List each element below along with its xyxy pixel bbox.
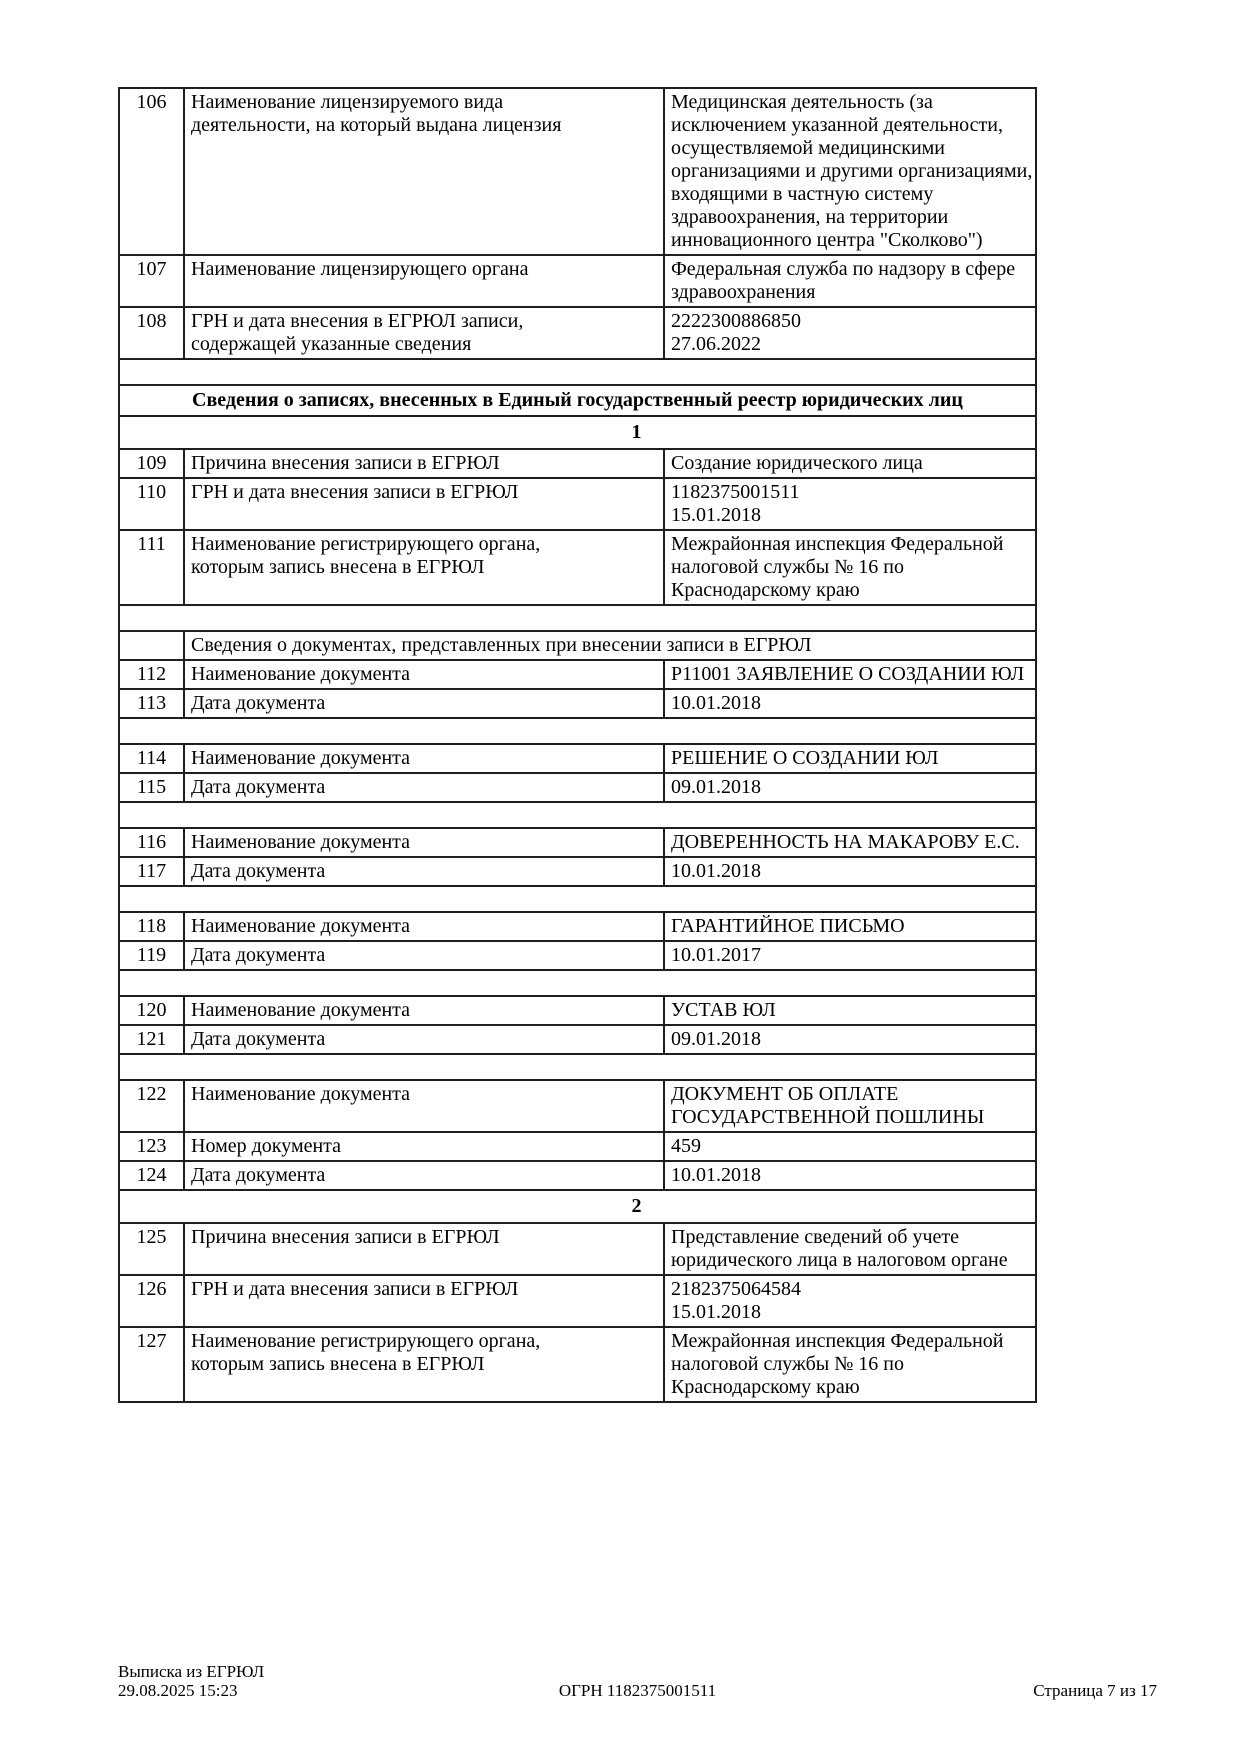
row-number: 120 — [119, 996, 184, 1025]
text-line: Медицинская деятельность (за — [671, 91, 933, 113]
table-row — [119, 1025, 1036, 1054]
field-value — [664, 941, 1036, 970]
table-row — [119, 941, 1036, 970]
text-line: Наименование документа — [191, 915, 411, 937]
text-line: Межрайонная инспекция Федеральной — [671, 1330, 1004, 1352]
field-label — [184, 1132, 664, 1161]
footer-ogrn: ОГРН 1182375001511 — [558, 1681, 717, 1700]
row-number: 124 — [119, 1161, 184, 1190]
spacer-row — [119, 605, 1036, 631]
text-line: инновационного центра "Сколково") — [671, 229, 983, 251]
row-number: 108 — [119, 307, 184, 359]
field-label — [184, 773, 664, 802]
table-row — [119, 1080, 1036, 1132]
text-line: Дата документа — [191, 1164, 326, 1186]
spacer-cell — [119, 718, 1036, 744]
text-line: 2182375064584 — [671, 1278, 801, 1300]
text-line: 10.01.2017 — [671, 944, 761, 966]
field-label — [184, 1327, 664, 1402]
text-line: Наименование документа — [191, 1083, 411, 1105]
text-line: 09.01.2018 — [671, 776, 761, 798]
row-number: 106 — [119, 88, 184, 255]
text-line: ДОКУМЕНТ ОБ ОПЛАТЕ — [671, 1083, 899, 1105]
text-line: Наименование документа — [191, 663, 411, 685]
text-line: организациями и другими организациями, — [671, 160, 1033, 182]
text-line: Дата документа — [191, 944, 326, 966]
spacer-cell — [119, 802, 1036, 828]
egrul-table — [118, 87, 1037, 1403]
text-line: ГРН и дата внесения в ЕГРЮЛ записи, — [191, 310, 524, 332]
text-line: ДОВЕРЕННОСТЬ НА МАКАРОВУ Е.С. — [671, 831, 1020, 853]
spacer-cell — [119, 1054, 1036, 1080]
subsection-header: Сведения о документах, представленных при внесении записи в ЕГРЮЛ — [184, 631, 1036, 660]
text-line: здравоохранения, на территории — [671, 206, 949, 228]
field-value — [664, 1275, 1036, 1327]
text-line: Наименование документа — [191, 747, 411, 769]
table-row — [119, 1275, 1036, 1327]
section-header: Сведения о записях, внесенных в Единый государственный реестр юридических лиц — [119, 385, 1036, 416]
field-label — [184, 660, 664, 689]
field-label — [184, 449, 664, 478]
text-line: Наименование документа — [191, 831, 411, 853]
text-line: РЕШЕНИЕ О СОЗДАНИИ ЮЛ — [671, 747, 939, 769]
text-line: 10.01.2018 — [671, 1164, 761, 1186]
field-value — [664, 530, 1036, 605]
text-line: налоговой службы № 16 по — [671, 1353, 904, 1375]
table-row — [119, 1223, 1036, 1275]
field-value — [664, 744, 1036, 773]
spacer-cell — [119, 970, 1036, 996]
field-label — [184, 1025, 664, 1054]
text-line: Наименование документа — [191, 999, 411, 1021]
spacer-row — [119, 886, 1036, 912]
field-value — [664, 255, 1036, 307]
field-value — [664, 660, 1036, 689]
field-label — [184, 307, 664, 359]
field-value — [664, 307, 1036, 359]
entry-number-row — [119, 1190, 1036, 1223]
field-value — [664, 996, 1036, 1025]
field-value — [664, 828, 1036, 857]
table-row — [119, 828, 1036, 857]
subsection-header-row — [119, 631, 1036, 660]
field-label — [184, 857, 664, 886]
row-number — [119, 631, 184, 660]
text-line: входящими в частную систему — [671, 183, 934, 205]
text-line: 10.01.2018 — [671, 692, 761, 714]
text-line: которым запись внесена в ЕГРЮЛ — [191, 1353, 485, 1375]
spacer-row — [119, 359, 1036, 385]
table-row — [119, 689, 1036, 718]
field-value — [664, 857, 1036, 886]
field-label — [184, 1161, 664, 1190]
field-value — [664, 912, 1036, 941]
field-label — [184, 689, 664, 718]
field-value — [664, 1025, 1036, 1054]
spacer-row — [119, 1054, 1036, 1080]
row-number: 123 — [119, 1132, 184, 1161]
row-number: 126 — [119, 1275, 184, 1327]
text-line: Представление сведений об учете — [671, 1226, 959, 1248]
row-number: 119 — [119, 941, 184, 970]
text-line: 27.06.2022 — [671, 333, 761, 355]
table-row — [119, 449, 1036, 478]
spacer-row — [119, 802, 1036, 828]
row-number: 117 — [119, 857, 184, 886]
text-line: Номер документа — [191, 1135, 342, 1157]
text-line: Дата документа — [191, 776, 326, 798]
text-line: Межрайонная инспекция Федеральной — [671, 533, 1004, 555]
row-number: 125 — [119, 1223, 184, 1275]
text-line: Дата документа — [191, 860, 326, 882]
footer-datetime: 29.08.2025 15:23 — [118, 1681, 238, 1700]
field-label — [184, 1275, 664, 1327]
text-line: ГРН и дата внесения записи в ЕГРЮЛ — [191, 1278, 519, 1300]
table-row — [119, 1327, 1036, 1402]
spacer-cell — [119, 359, 1036, 385]
text-line: 15.01.2018 — [671, 1301, 761, 1323]
row-number: 116 — [119, 828, 184, 857]
entry-number-row — [119, 416, 1036, 449]
table-row — [119, 307, 1036, 359]
page-footer — [118, 1662, 1157, 1700]
field-value — [664, 773, 1036, 802]
text-line: здравоохранения — [671, 281, 816, 303]
text-line: Причина внесения записи в ЕГРЮЛ — [191, 452, 500, 474]
text-line: Наименование регистрирующего органа, — [191, 533, 541, 555]
table-row — [119, 1161, 1036, 1190]
row-number: 121 — [119, 1025, 184, 1054]
row-number: 111 — [119, 530, 184, 605]
text-line: Дата документа — [191, 692, 326, 714]
row-number: 109 — [119, 449, 184, 478]
table-row — [119, 88, 1036, 255]
table-row — [119, 478, 1036, 530]
text-line: осуществляемой медицинскими — [671, 137, 946, 159]
text-line: Наименование лицензируемого вида — [191, 91, 504, 113]
field-label — [184, 255, 664, 307]
text-line: 15.01.2018 — [671, 504, 761, 526]
row-number: 112 — [119, 660, 184, 689]
field-value — [664, 1223, 1036, 1275]
row-number: 127 — [119, 1327, 184, 1402]
text-line: Наименование лицензирующего органа — [191, 258, 529, 280]
row-number: 113 — [119, 689, 184, 718]
table-row — [119, 744, 1036, 773]
footer-doc-name: Выписка из ЕГРЮЛ — [118, 1662, 265, 1681]
text-line: УСТАВ ЮЛ — [671, 999, 776, 1021]
text-line: налоговой службы № 16 по — [671, 556, 904, 578]
row-number: 110 — [119, 478, 184, 530]
text-line: Создание юридического лица — [671, 452, 923, 474]
row-number: 118 — [119, 912, 184, 941]
row-number: 107 — [119, 255, 184, 307]
field-label — [184, 912, 664, 941]
text-line: Федеральная служба по надзору в сфере — [671, 258, 1016, 280]
field-label — [184, 744, 664, 773]
field-value — [664, 478, 1036, 530]
text-line: которым запись внесена в ЕГРЮЛ — [191, 556, 485, 578]
field-value — [664, 88, 1036, 255]
table-row — [119, 1132, 1036, 1161]
field-label — [184, 941, 664, 970]
spacer-cell — [119, 886, 1036, 912]
field-label — [184, 88, 664, 255]
table-row — [119, 530, 1036, 605]
text-line: ГОСУДАРСТВЕННОЙ ПОШЛИНЫ — [671, 1106, 985, 1128]
field-label — [184, 1080, 664, 1132]
text-line: 09.01.2018 — [671, 1028, 761, 1050]
field-label — [184, 996, 664, 1025]
text-line: юридического лица в налоговом органе — [671, 1249, 1008, 1271]
field-value — [664, 1327, 1036, 1402]
text-line: 459 — [671, 1135, 701, 1157]
text-line: исключением указанной деятельности, — [671, 114, 1004, 136]
spacer-cell — [119, 605, 1036, 631]
field-value — [664, 1080, 1036, 1132]
field-label — [184, 828, 664, 857]
field-value — [664, 449, 1036, 478]
text-line: Дата документа — [191, 1028, 326, 1050]
row-number: 114 — [119, 744, 184, 773]
entry-number: 1 — [119, 416, 1036, 449]
field-label — [184, 1223, 664, 1275]
field-label — [184, 478, 664, 530]
footer-left — [118, 1662, 559, 1700]
text-line: Р11001 ЗАЯВЛЕНИЕ О СОЗДАНИИ ЮЛ — [671, 663, 1025, 685]
text-line: Краснодарскому краю — [671, 1376, 860, 1398]
footer-page-number: Страница 7 из 17 — [1033, 1681, 1157, 1700]
table-row — [119, 773, 1036, 802]
section-header-row — [119, 385, 1036, 416]
text-line: ГРН и дата внесения записи в ЕГРЮЛ — [191, 481, 519, 503]
field-value — [664, 689, 1036, 718]
text-line: Причина внесения записи в ЕГРЮЛ — [191, 1226, 500, 1248]
table-row — [119, 857, 1036, 886]
row-number: 115 — [119, 773, 184, 802]
table-row — [119, 660, 1036, 689]
row-number: 122 — [119, 1080, 184, 1132]
field-label — [184, 530, 664, 605]
table-row — [119, 255, 1036, 307]
spacer-row — [119, 718, 1036, 744]
text-line: 10.01.2018 — [671, 860, 761, 882]
field-value — [664, 1161, 1036, 1190]
text-line: деятельности, на который выдана лицензия — [191, 114, 562, 136]
table-row — [119, 996, 1036, 1025]
text-line: ГАРАНТИЙНОЕ ПИСЬМО — [671, 915, 905, 937]
spacer-row — [119, 970, 1036, 996]
table-row — [119, 912, 1036, 941]
text-line: 2222300886850 — [671, 310, 801, 332]
text-line: 1182375001511 — [671, 481, 800, 503]
text-line: Краснодарскому краю — [671, 579, 860, 601]
text-line: Наименование регистрирующего органа, — [191, 1330, 541, 1352]
entry-number: 2 — [119, 1190, 1036, 1223]
field-value — [664, 1132, 1036, 1161]
text-line: содержащей указанные сведения — [191, 333, 472, 355]
